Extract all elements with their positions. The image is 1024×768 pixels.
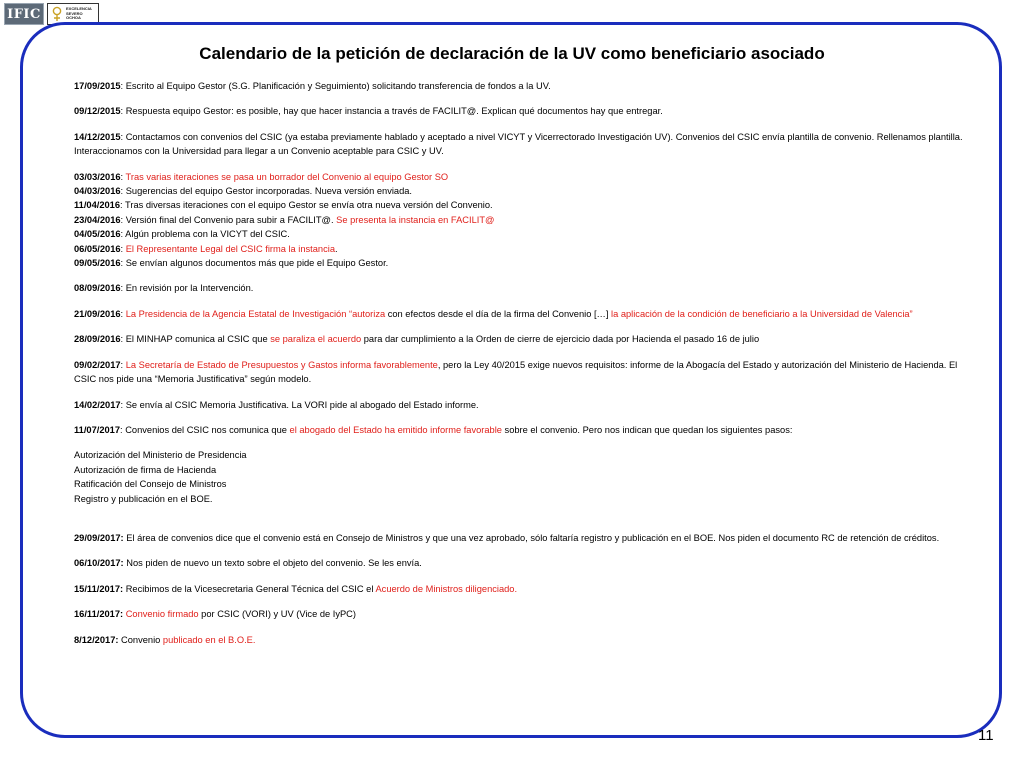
entry-text: : Tras diversas iteraciones con el equipo Gestor se envía otra nueva versión del Convenio.: [120, 200, 493, 211]
timeline-entry: [74, 170, 968, 184]
timeline-paragraph: [74, 170, 968, 271]
entry-text: El área de convenios dice que el convenio está en Consejo de Ministros y que una vez aprobado, sólo faltaría registro y publicación en el BOE. Nos piden el documento RC de retención de créditos.: [123, 532, 940, 543]
entry-date: 09/05/2016: [74, 258, 121, 269]
entry-text: : Escrito al Equipo Gestor (S.G. Planificación y Seguimiento) solicitando transferencia de fondos a la UV.: [120, 81, 551, 91]
page-number: 11: [978, 727, 994, 744]
timeline-entry: [74, 242, 968, 256]
timeline-entry: [74, 332, 968, 346]
pending-step: Ratificación del Consejo de Ministros: [74, 479, 227, 490]
entry-text: Recibimos de la Vicesecretaria General Técnica del CSIC el: [123, 583, 376, 594]
timeline-entry: [74, 213, 968, 227]
entry-text: : El MINHAP comunica al CSIC que: [120, 334, 271, 345]
entry-date: 8/12/2017:: [74, 634, 119, 645]
timeline-paragraph: [74, 398, 968, 412]
timeline-paragraph: [74, 281, 968, 295]
entry-text: :: [120, 359, 126, 370]
entry-date: 15/11/2017:: [74, 583, 124, 594]
entry-date: 06/10/2017:: [74, 558, 124, 569]
timeline-entry: [74, 423, 968, 437]
entry-date: 06/05/2016: [74, 243, 121, 254]
timeline-paragraph: [74, 607, 968, 621]
timeline-paragraph: [74, 130, 968, 159]
timeline-paragraph: [74, 423, 968, 437]
timeline-entry: [74, 607, 968, 621]
entry-highlight-text: La Presidencia de la Agencia Estatal de Investigación “autoriza: [125, 308, 386, 319]
timeline-paragraph: [74, 104, 968, 118]
entry-text: :: [120, 308, 126, 319]
timeline-entry: [74, 358, 968, 387]
entry-text: por CSIC (VORI) y UV (Vice de IyPC): [198, 609, 356, 620]
timeline-entry: [74, 531, 968, 545]
timeline-paragraph: [74, 79, 968, 93]
entry-text: : Se envía al CSIC Memoria Justificativa. La VORI pide al abogado del Estado informe.: [120, 399, 479, 410]
entry-text: :: [120, 243, 126, 254]
timeline-entry: [74, 307, 968, 321]
timeline-content: [74, 79, 968, 658]
pending-step: Autorización del Ministerio de Presidencia: [74, 450, 247, 461]
entry-text: : Convenios del CSIC nos comunica que: [120, 424, 290, 435]
timeline-paragraph: [74, 531, 968, 545]
timeline-entry: [74, 281, 968, 295]
entry-date: 09/12/2015: [74, 106, 121, 117]
entry-date: 08/09/2016: [74, 283, 121, 294]
timeline-entry: [74, 398, 968, 412]
entry-date: 04/03/2016: [74, 186, 121, 197]
timeline-paragraph: [74, 633, 968, 647]
entry-date: 14/02/2017: [74, 399, 121, 410]
entry-text: , pero la Ley 40/2015 exige nuevos requisitos: informe de la Abogacía del Estado y autorización del Ministerio de Hacienda. El CSIC nos pide una “Memoria Justificativa” según modelo.: [74, 359, 958, 385]
entry-text: sobre el convenio. Pero nos indican que quedan los siguientes pasos:: [501, 424, 793, 435]
timeline-entry: [74, 227, 968, 241]
entry-highlight-text: Tras varias iteraciones se pasa un borrador del Convenio al equipo Gestor SO: [125, 171, 449, 182]
entry-text: :: [120, 171, 126, 182]
timeline-entry: [74, 184, 968, 198]
entry-text: para dar cumplimiento a la Orden de cierre de ejercicio dada por Hacienda el pasado 16 de julio: [361, 334, 760, 345]
entry-date: 23/04/2016: [74, 214, 121, 225]
timeline-entry: [74, 104, 968, 118]
timeline-entry: [74, 198, 968, 212]
timeline-entry: [74, 556, 968, 570]
timeline-entry: [74, 79, 968, 93]
entry-date: 11/07/2017: [74, 424, 121, 435]
entry-text: con efectos desde el día de la firma del Convenio […]: [385, 308, 611, 319]
entry-highlight-text: el abogado del Estado ha emitido informe favorable: [289, 424, 502, 435]
entry-date: 14/12/2015: [74, 131, 121, 142]
entry-text: : Sugerencias del equipo Gestor incorporadas. Nueva versión enviada.: [120, 186, 413, 197]
entry-text: : Algún problema con la VICYT del CSIC.: [120, 229, 290, 240]
entry-text: : Se envían algunos documentos más que pide el Equipo Gestor.: [120, 258, 389, 269]
entry-text: Convenio: [118, 634, 163, 645]
entry-highlight-text: Acuerdo de Ministros diligenciado.: [375, 583, 518, 594]
severo-ochoa-seal-icon: [50, 6, 64, 22]
entry-date: 11/04/2016: [74, 200, 121, 211]
timeline-entry: [74, 582, 968, 596]
timeline-entry: [74, 633, 968, 647]
entry-date: 03/03/2016: [74, 171, 121, 182]
entry-highlight-text: La Secretaría de Estado de Presupuestos y Gastos informa favorablemente: [125, 359, 438, 370]
pending-step: Registro y publicación en el BOE.: [74, 493, 213, 504]
pending-steps-list: [74, 448, 968, 506]
entry-date: 17/09/2015: [74, 81, 121, 91]
entry-highlight-text: se paraliza el acuerdo: [270, 334, 362, 345]
page-title: Calendario de la petición de declaración de la UV como beneficiario asociado: [199, 44, 825, 63]
entry-highlight-text: publicado en el B.O.E.: [162, 634, 256, 645]
timeline-paragraph: [74, 307, 968, 321]
entry-text: : En revisión por la Intervención.: [120, 283, 254, 294]
timeline-entry: [74, 256, 968, 270]
entry-date: 21/09/2016: [74, 308, 121, 319]
timeline-entry: [74, 130, 968, 159]
entry-date: 04/05/2016: [74, 229, 121, 240]
entry-highlight-text: Convenio firmado: [125, 609, 199, 620]
timeline-paragraph: [74, 582, 968, 596]
entry-highlight-text: la aplicación de la condición de beneficiario a la Universidad de Valencia”: [611, 308, 913, 319]
timeline-paragraph: [74, 358, 968, 387]
entry-highlight-text: Se presenta la instancia en FACILIT@: [336, 214, 495, 225]
entry-date: 29/09/2017:: [74, 532, 124, 543]
timeline-paragraph: [74, 556, 968, 570]
entry-highlight-text: El Representante Legal del CSIC firma la instancia: [125, 243, 335, 254]
ific-logo: IFIC: [4, 3, 44, 25]
timeline-entries-later: [74, 531, 968, 647]
entry-date: 16/11/2017:: [74, 609, 124, 620]
severo-ochoa-text: EXCELENCIA SEVERO OCHOA: [66, 6, 92, 21]
timeline-paragraph: [74, 332, 968, 346]
entry-text: Nos piden de nuevo un texto sobre el objeto del convenio. Se les envía.: [123, 558, 422, 569]
timeline-entries: [74, 79, 968, 437]
entry-text: : Respuesta equipo Gestor: es posible, hay que hacer instancia a través de FACILIT@. Explican qué documentos hay que entregar.: [120, 106, 663, 117]
entry-date: 09/02/2017: [74, 359, 121, 370]
pending-step: Autorización de firma de Hacienda: [74, 464, 217, 475]
entry-date: 28/09/2016: [74, 334, 121, 345]
entry-text: .: [335, 243, 338, 254]
entry-text: : Contactamos con convenios del CSIC (ya estaba previamente hablado y aceptado a nivel VICYT y Vicerrectorado Investigación UV). Convenios del CSIC envía plantilla de convenio. Rellenamos plantilla. Interaccionamos con la Universidad para llegar a un Convenio aceptable para CSIC y UV.: [74, 131, 963, 157]
entry-text: : Versión final del Convenio para subir a FACILIT@.: [120, 214, 337, 225]
